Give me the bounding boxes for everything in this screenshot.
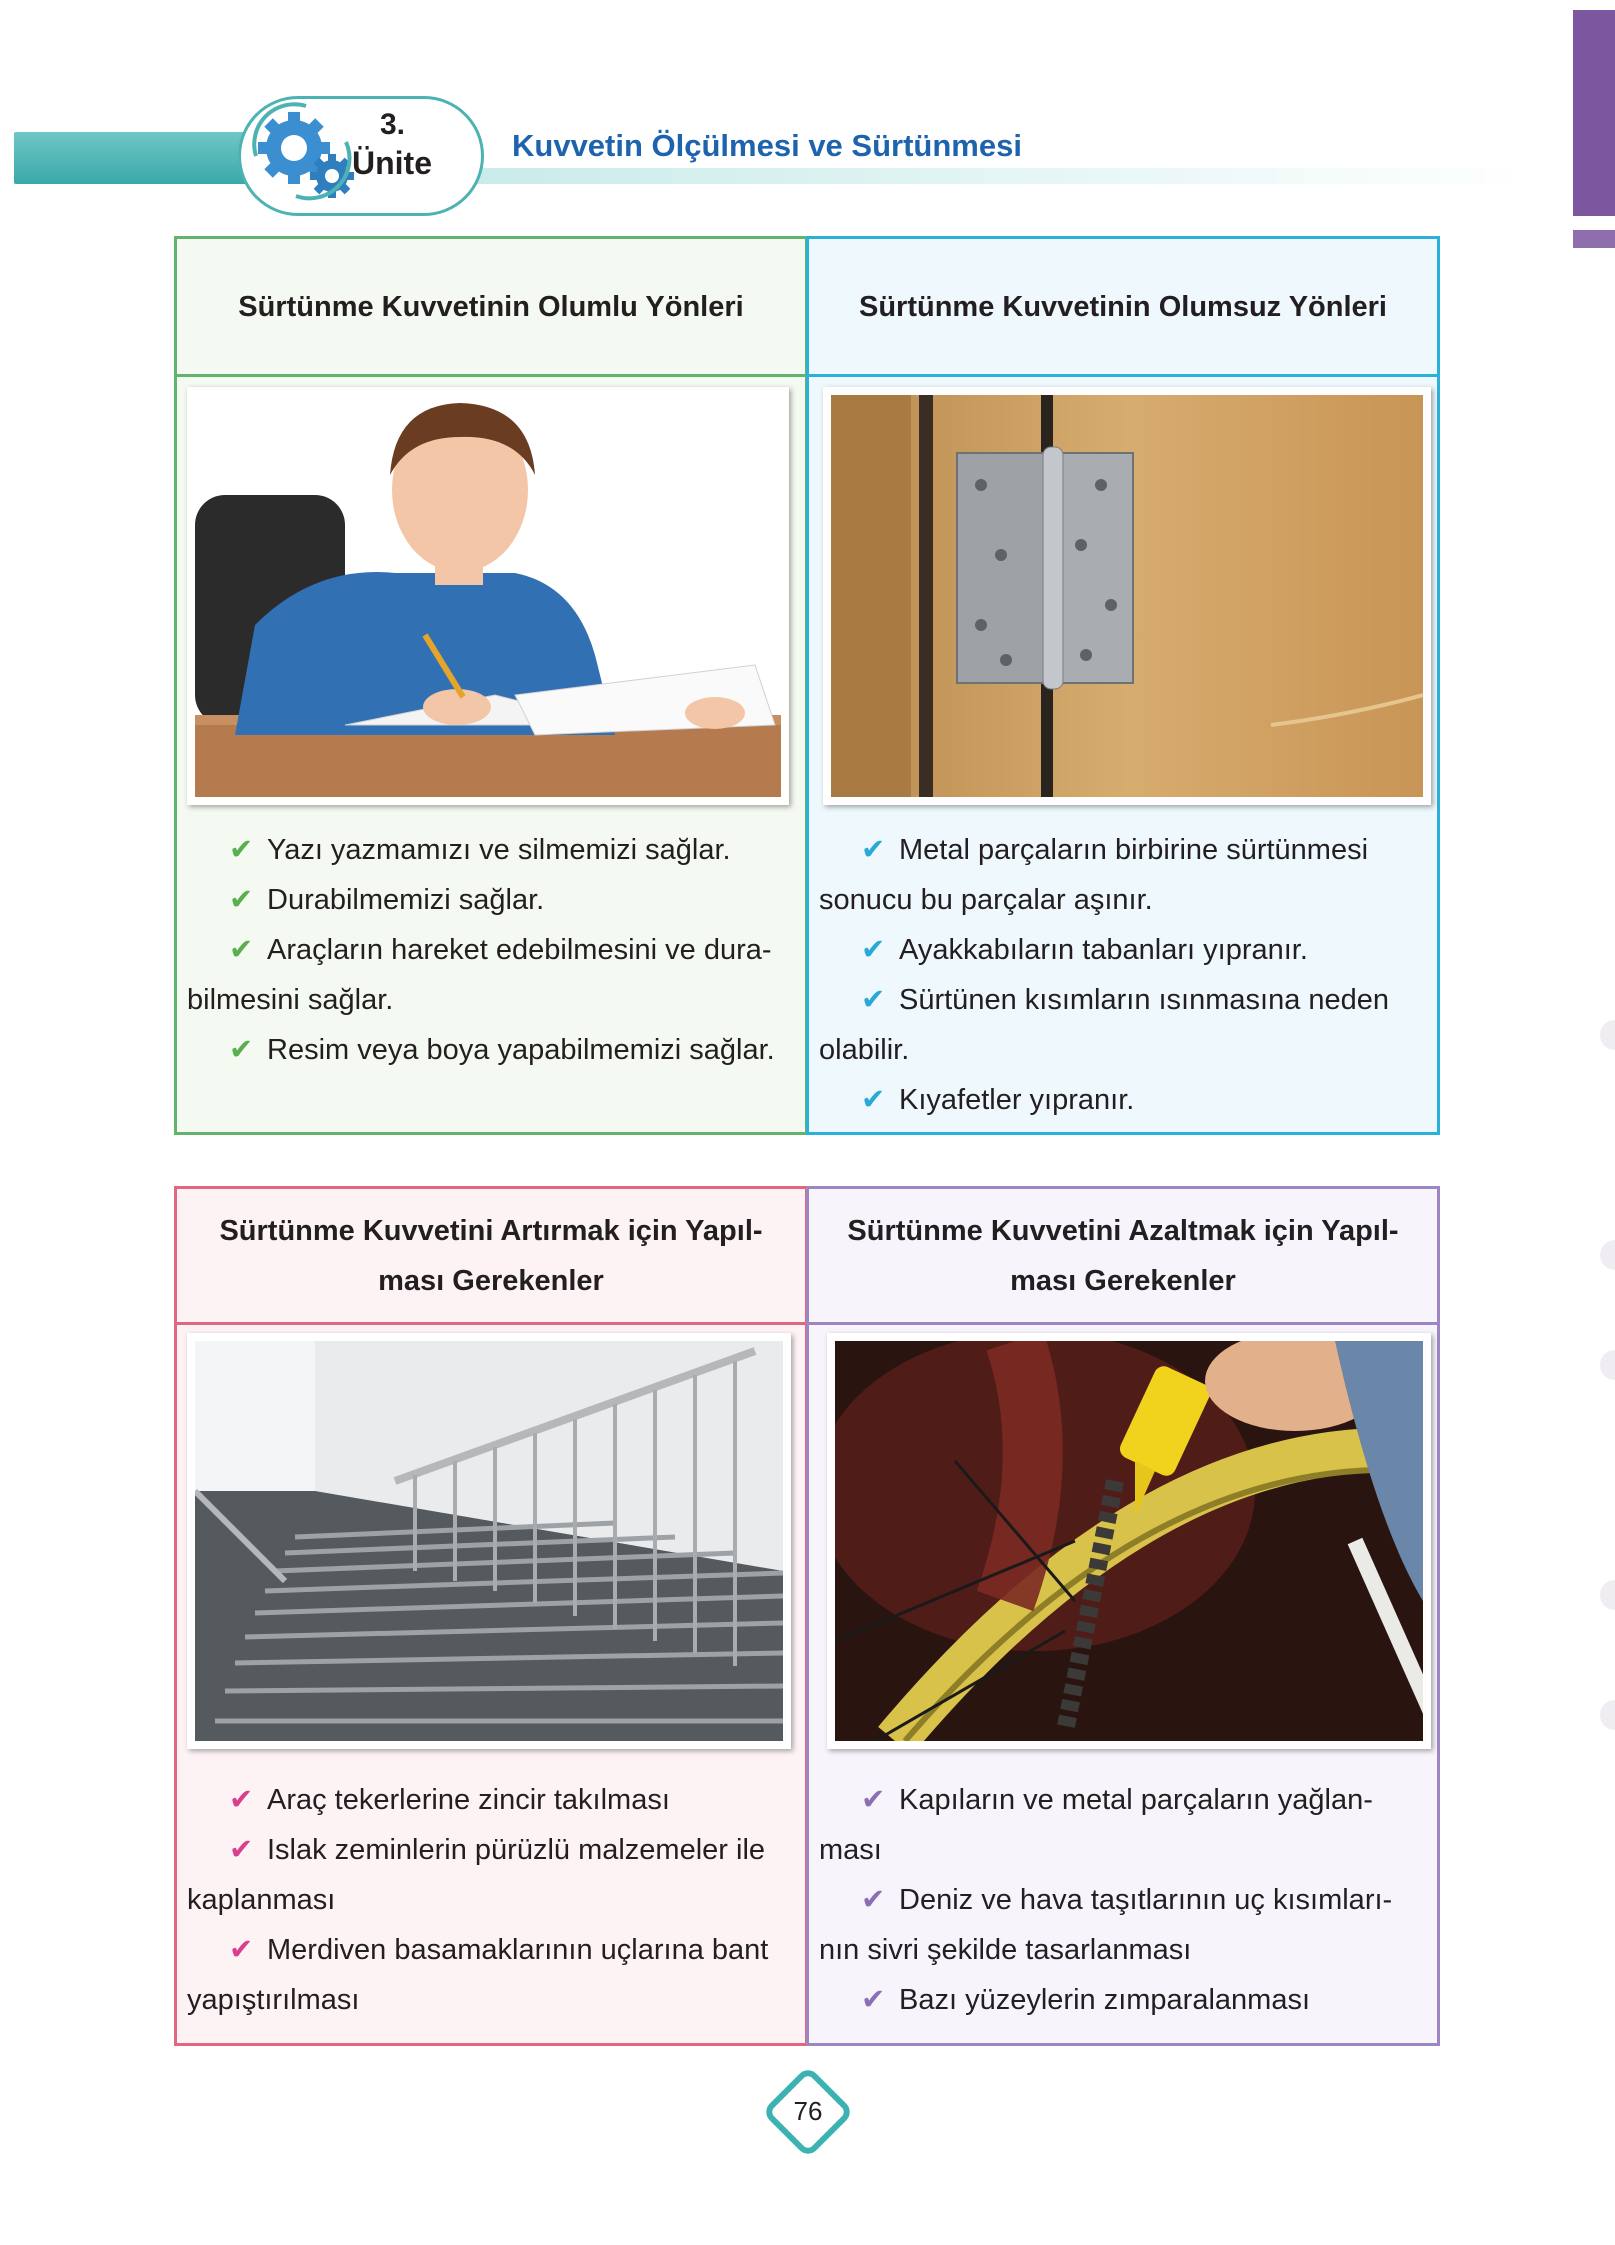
unit-label: Ünite (352, 145, 432, 181)
list-item: ✔ Kıyafetler yıpranır. (819, 1075, 1439, 1125)
check-icon: ✔ (229, 1034, 254, 1066)
side-dot (1600, 1240, 1615, 1270)
list-item: ✔ Resim veya boya yapabilmemizi sağlar. (187, 1025, 807, 1075)
panel-title: Sürtünme Kuvvetini Artırmak için Yapıl- ması Gerekenler (177, 1189, 805, 1325)
list-item: ✔ Kapıların ve metal parçaların yağlan- (819, 1775, 1439, 1825)
list-item-continuation: ması (819, 1834, 882, 1866)
check-icon: ✔ (861, 934, 886, 966)
list-item-continuation: kaplanması (187, 1884, 336, 1916)
list-item-continuation: bilmesini sağlar. (187, 984, 394, 1016)
decrease-friction-panel (806, 1186, 1440, 2046)
positive-list (187, 825, 807, 1075)
decrease-list (819, 1775, 1439, 2025)
list-item: ✔ Araçların hareket edebilmesini ve dura- (187, 925, 807, 975)
list-item: ✔ Metal parçaların birbirine sürtünmesi (819, 825, 1439, 875)
bicycle-oiling-photo (827, 1333, 1431, 1749)
list-item: ✔ Merdiven basamaklarının uçlarına bant (187, 1925, 807, 1975)
page-number: 76 (793, 2096, 823, 2126)
check-icon: ✔ (229, 1934, 254, 1966)
list-item: ✔ Deniz ve hava taşıtlarının uç kısımları- (819, 1875, 1439, 1925)
header-underline (470, 168, 1530, 184)
side-dot (1600, 1700, 1615, 1730)
check-icon: ✔ (861, 1084, 886, 1116)
list-item-continuation: yapıştırılması (187, 1984, 360, 2016)
check-icon: ✔ (229, 834, 254, 866)
increase-friction-panel (174, 1186, 808, 2046)
unit-number: 3. (380, 108, 406, 141)
list-item-continuation: nın sivri şekilde tasarlanması (819, 1934, 1192, 1966)
list-item: ✔ Araç tekerlerine zincir takılması (187, 1775, 807, 1825)
check-icon: ✔ (861, 984, 886, 1016)
positive-aspects-panel (174, 236, 808, 1135)
chapter-title: Kuvvetin Ölçülmesi ve Sürtünmesi (512, 128, 1022, 163)
side-tab (1573, 10, 1615, 216)
check-icon: ✔ (229, 1834, 254, 1866)
panel-title: Sürtünme Kuvvetinin Olumsuz Yönleri (809, 239, 1437, 377)
header-bar (14, 132, 254, 184)
list-item: ✔ Yazı yazmamızı ve silmemizi sağlar. (187, 825, 807, 875)
check-icon: ✔ (861, 834, 886, 866)
check-icon: ✔ (861, 1784, 886, 1816)
check-icon: ✔ (861, 1884, 886, 1916)
negative-aspects-panel (806, 236, 1440, 1135)
side-dot (1600, 1580, 1615, 1610)
staircase-photo (187, 1333, 791, 1749)
panel-title: Sürtünme Kuvvetinin Olumlu Yönleri (177, 239, 805, 377)
door-hinge-photo (823, 387, 1431, 805)
check-icon: ✔ (861, 1984, 886, 2016)
list-item: ✔ Sürtünen kısımların ısınmasına neden (819, 975, 1439, 1025)
side-dot (1600, 1350, 1615, 1380)
check-icon: ✔ (229, 1784, 254, 1816)
list-item: ✔ Bazı yüzeylerin zımparalanması (819, 1975, 1439, 2025)
list-item-continuation: olabilir. (819, 1034, 910, 1066)
side-dot (1600, 1020, 1615, 1050)
list-item-continuation: sonucu bu parçalar aşınır. (819, 884, 1153, 916)
list-item: ✔ Durabilmemizi sağlar. (187, 875, 807, 925)
list-item: ✔ Islak zeminlerin pürüzlü malzemeler ile (187, 1825, 807, 1875)
side-tab-marker (1573, 230, 1615, 248)
list-item: ✔ Ayakkabıların tabanları yıpranır. (819, 925, 1439, 975)
check-icon: ✔ (229, 934, 254, 966)
panel-title: Sürtünme Kuvvetini Azaltmak için Yapıl- ması Gerekenler (809, 1189, 1437, 1325)
check-icon: ✔ (229, 884, 254, 916)
increase-list (187, 1775, 807, 2025)
negative-list (819, 825, 1439, 1125)
boy-writing-photo (187, 387, 789, 805)
